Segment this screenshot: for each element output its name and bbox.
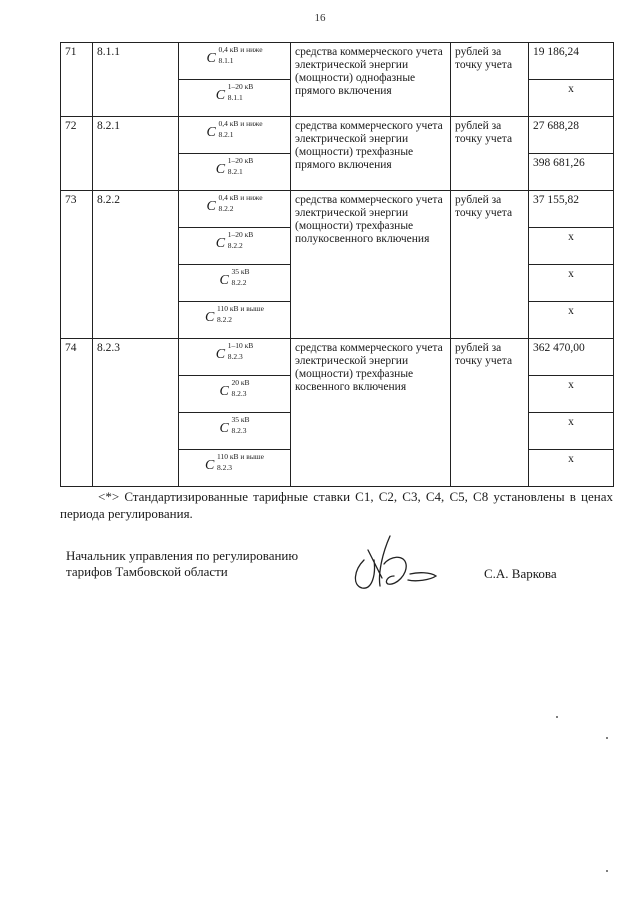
tariff-symbol-formula [206,194,262,220]
symbol-subscript: 8.2.2 [231,278,247,287]
signer-title-line-1: Начальник управления по регулированию [66,548,299,563]
symbol-letter: C [206,199,216,214]
symbol-superscript: 35 кВ [231,415,250,424]
tariff-table [60,42,614,487]
symbol-subscript: 8.1.1 [218,56,234,65]
row-value: 362 470,00 [529,339,614,376]
row-value: 27 688,28 [529,117,614,154]
footnote: <*> Стандартизированные тарифные ставки С1, С2, С3, С4, С5, С8 установлены в ценах периода регулирования. [60,489,613,521]
symbol-letter: C [215,347,226,362]
row-code: 8.2.1 [93,117,179,191]
signer-name: С.А. Варкова [484,566,557,581]
tariff-symbol [179,117,291,154]
row-value: x [529,413,614,450]
tariff-symbol-formula [219,379,249,405]
row-value: x [529,302,614,339]
table-row [61,43,614,80]
handwritten-signature [344,530,454,595]
row-value: 19 186,24 [529,43,614,80]
tariff-symbol [179,80,291,117]
symbol-letter: C [206,125,216,140]
symbol-superscript: 0,4 кВ и ниже [218,193,263,202]
signer-title [66,548,298,580]
symbol-subscript: 8.2.3 [231,426,247,435]
row-code: 8.2.3 [93,339,179,487]
row-number: 71 [61,43,93,117]
row-value: x [529,80,614,117]
symbol-superscript: 110 кВ и выше [217,452,264,461]
tariff-symbol [179,43,291,80]
symbol-superscript: 20 кВ [231,378,250,387]
table-row [61,339,614,376]
symbol-superscript: 0,4 кВ и ниже [218,45,263,54]
symbol-superscript: 35 кВ [231,267,250,276]
tariff-symbol [179,339,291,376]
symbol-letter: C [219,273,229,288]
row-description: средства коммерческого учета электрической энергии (мощности) трехфазные косвенного включения [291,339,451,487]
row-value: x [529,228,614,265]
symbol-subscript: 8.2.3 [217,463,233,472]
scan-speck [606,737,608,739]
tariff-symbol-formula [216,342,254,368]
symbol-letter: C [215,236,226,251]
tariff-symbol [179,228,291,265]
row-value: 398 681,26 [529,154,614,191]
tariff-symbol-formula [216,231,254,257]
row-value: 37 155,82 [529,191,614,228]
page-number: 16 [314,12,326,24]
row-value: x [529,376,614,413]
tariff-symbol [179,450,291,487]
symbol-subscript: 8.2.1 [227,167,243,176]
tariff-symbol [179,413,291,450]
tariff-symbol-formula [205,453,264,479]
row-unit: рублей за точку учета [451,43,529,117]
row-unit: рублей за точку учета [451,339,529,487]
row-value: x [529,265,614,302]
tariff-symbol [179,265,291,302]
row-code: 8.2.2 [93,191,179,339]
symbol-superscript: 110 кВ и выше [217,304,264,313]
scan-speck [606,870,608,872]
symbol-subscript: 8.2.2 [217,315,233,324]
row-description: средства коммерческого учета электрической энергии (мощности) однофазные прямого включения [291,43,451,117]
tariff-symbol [179,376,291,413]
symbol-subscript: 8.2.3 [231,389,247,398]
symbol-letter: C [219,384,229,399]
symbol-letter: C [205,310,215,325]
symbol-superscript: 1–20 кВ [227,156,254,165]
symbol-superscript: 1–20 кВ [227,82,254,91]
row-description: средства коммерческого учета электрической энергии (мощности) трехфазные полукосвенного включения [291,191,451,339]
row-unit: рублей за точку учета [451,117,529,191]
symbol-subscript: 8.2.3 [227,352,243,361]
symbol-letter: C [215,162,226,177]
symbol-letter: C [215,88,226,103]
row-number: 73 [61,191,93,339]
table-row [61,117,614,154]
symbol-subscript: 8.2.2 [218,204,234,213]
tariff-symbol-formula [205,305,264,331]
symbol-subscript: 8.2.1 [218,130,234,139]
tariff-symbol [179,154,291,191]
tariff-symbol-formula [216,83,254,109]
tariff-symbol-formula [216,157,254,183]
row-number: 74 [61,339,93,487]
signer-title-line-2: тарифов Тамбовской области [66,564,228,579]
symbol-superscript: 0,4 кВ и ниже [218,119,263,128]
tariff-symbol [179,191,291,228]
tariff-symbol-formula [206,120,262,146]
table-row [61,191,614,228]
row-value: x [529,450,614,487]
row-unit: рублей за точку учета [451,191,529,339]
symbol-letter: C [219,421,229,436]
symbol-letter: C [205,458,215,473]
symbol-superscript: 1–20 кВ [227,230,254,239]
row-code: 8.1.1 [93,43,179,117]
tariff-symbol-formula [219,268,249,294]
tariff-symbol [179,302,291,339]
symbol-superscript: 1–10 кВ [227,341,254,350]
row-description: средства коммерческого учета электрической энергии (мощности) трехфазные прямого включения [291,117,451,191]
tariff-symbol-formula [206,46,262,72]
row-number: 72 [61,117,93,191]
symbol-subscript: 8.1.1 [227,93,243,102]
scan-speck [556,716,558,718]
symbol-subscript: 8.2.2 [227,241,243,250]
symbol-letter: C [206,51,216,66]
tariff-symbol-formula [219,416,249,442]
